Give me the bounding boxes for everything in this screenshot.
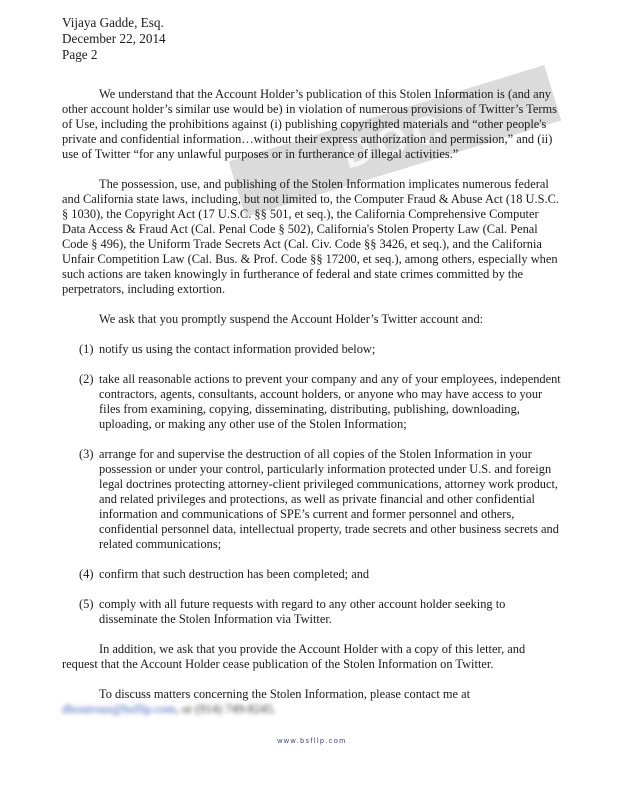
list-item-text: comply with all future requests with regard to any other account holder seeking to disseminate the Stolen Information via Twitter. <box>99 597 506 626</box>
list-item-number: (4) <box>79 567 94 581</box>
paragraph-terms-of-use: We understand that the Account Holder’s publication of this Stolen Information is (and any other account holder’s similar use would be) in violation of numerous provisions of Twitter’s Terms of Use, including the prohibitions against (i) publishing copyrighted materials and “other people's private and confidential information…without their express authorization and permission,” and (ii) use of Twitter “for any unlawful purposes or in furtherance of illegal activities.” <box>62 87 557 161</box>
list-item-text: take all reasonable actions to prevent your company and any of your employees, independent contractors, agents, consultants, account holders, or anyone who may have access to your files from examining, copying, disseminating, distributing, publishing, downloading, uploading, or making any other use of the Stolen Information; <box>99 372 561 431</box>
letter-body <box>62 87 562 717</box>
watermark-text: DOC <box>337 104 453 178</box>
list-item <box>79 567 562 582</box>
list-item <box>79 597 562 627</box>
list-item <box>79 447 562 552</box>
footer-url: www.bsfllp.com <box>277 738 347 745</box>
page-number: Page 2 <box>62 47 98 62</box>
list-item-number: (5) <box>79 597 94 611</box>
paragraph-contact: To discuss matters concerning the Stolen Information, please contact me at <box>99 687 471 701</box>
paragraph-additional-request: In addition, we ask that you provide the Account Holder with a copy of this letter, and request that the Account Holder cease publication of the Stolen Information on Twitter. <box>62 642 526 671</box>
list-item-text: arrange for and supervise the destruction of all copies of the Stolen Information in your possession or under your control, particularly information protected under U.S. and foreign legal doctrines protecting attorney-client privileged communications, attorney work product, and related privileges and protections, as well as private financial and other confidential information and communications of SPE’s current and former personnel and others, confidential personnel data, intellectual property, trade secrets and other business secrets and related communications; <box>99 447 559 551</box>
list-item-number: (3) <box>79 447 94 461</box>
contact-line <box>62 702 562 717</box>
paragraph-laws: The possession, use, and publishing of the Stolen Information implicates numerous federal and California state laws, including, but not limited to, the Computer Fraud & Abuse Act (18 U.S.C. § 1030), the Copyright Act (17 U.S.C. §§ 501, et seq.), the California Comprehensive Computer Data Access & Fraud Act (Cal. Penal Code § 502), California's Stolen Property Law (Cal. Penal Code § 496), the Uniform Trade Secrets Act (Cal. Civ. Code §§ 3426, et seq.), and the California Unfair Competition Law (Cal. Bus. & Prof. Code §§ 17200, et seq.), among others, especially when such actions are taken knowingly in furtherance of federal and state crimes committed by the perpetrators, including extortion. <box>62 177 559 296</box>
list-item-text: confirm that such destruction has been completed; and <box>99 567 370 581</box>
paragraph-request: We ask that you promptly suspend the Account Holder’s Twitter account and: <box>99 312 484 326</box>
list-item <box>79 342 562 357</box>
list-item-number: (2) <box>79 372 94 386</box>
letter-header <box>62 15 166 63</box>
contact-email-link[interactable]: dboutrous@bsfllp.com <box>62 702 176 716</box>
recipient-name: Vijaya Gadde, Esq. <box>62 15 164 30</box>
letter-date: December 22, 2014 <box>62 31 166 46</box>
list-item-number: (1) <box>79 342 94 356</box>
list-item <box>79 372 562 432</box>
contact-phone: , or (914) 749-8245. <box>175 702 276 716</box>
list-item-text: notify us using the contact information provided below; <box>99 342 376 356</box>
